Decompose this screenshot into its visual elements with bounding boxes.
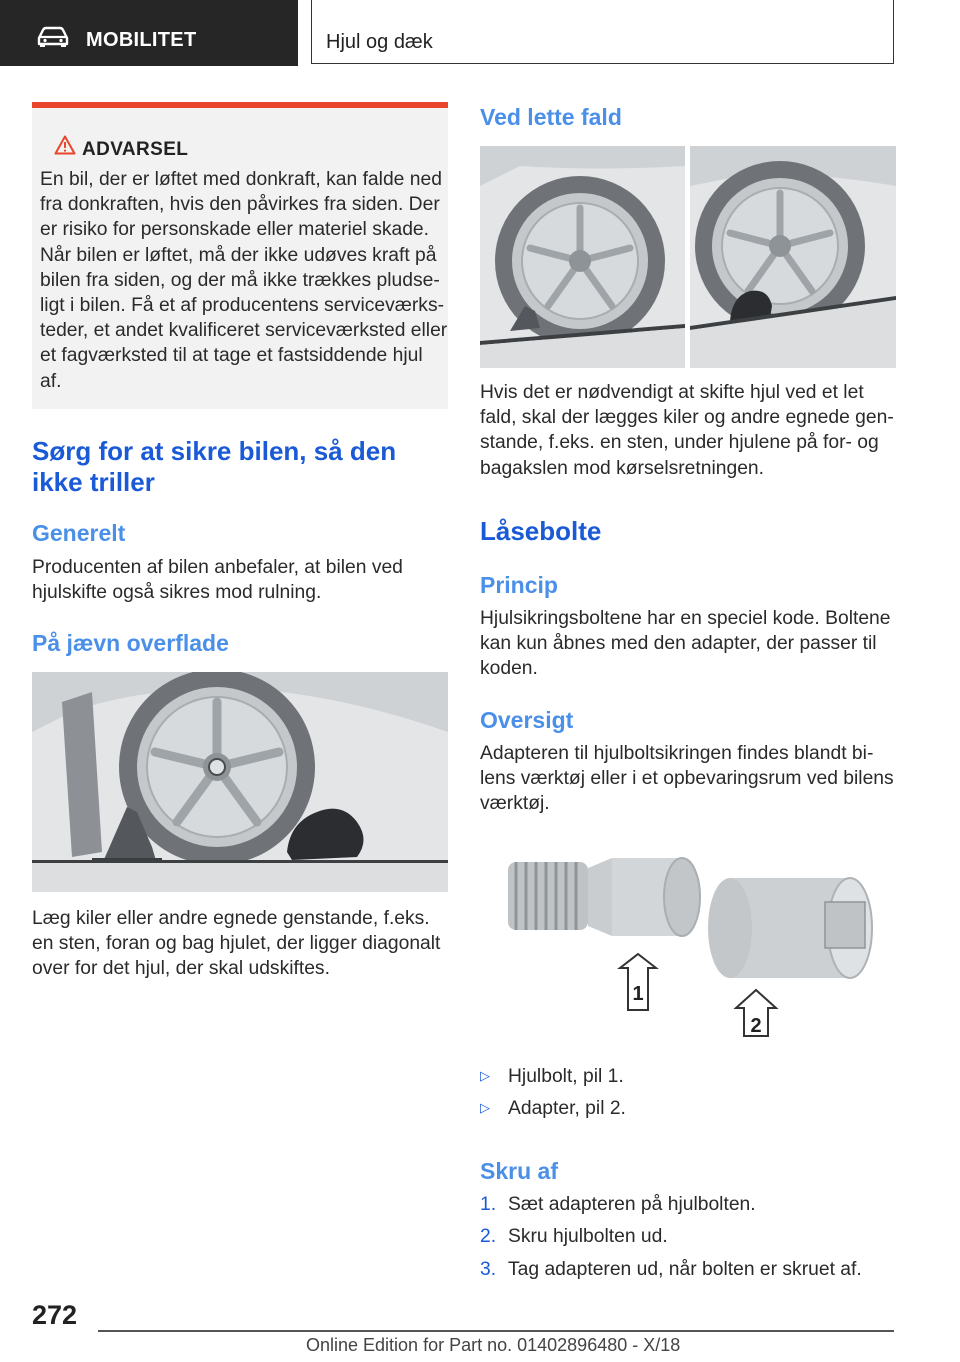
step-item — [480, 1194, 896, 1218]
warning-line: fra donkraften, hvis den påvirkes fra siden. Der — [40, 194, 440, 216]
flat-surface-text — [32, 906, 448, 982]
page-header — [0, 0, 960, 66]
warning-title: ADVARSEL — [82, 139, 189, 160]
list-item-text: Hjulbolt, pil 1. — [508, 1066, 624, 1087]
principle-text — [480, 606, 896, 682]
step-item — [480, 1259, 896, 1283]
warning-line: teder, et andet kvalificeret serviceværksted eller — [40, 320, 448, 342]
text-line: værktøj. — [480, 793, 550, 815]
wheel-chock-slope-image — [480, 146, 896, 368]
slope-text — [480, 380, 896, 481]
warning-line: et fagværksted til at tage et fastsiddende hjul — [40, 345, 423, 367]
section-heading-secure-car — [32, 436, 448, 498]
list-item — [480, 1066, 896, 1090]
subheading-principle: Princip — [480, 572, 558, 598]
text-line: Hvis det er nødvendigt at skifte hjul ved et let — [480, 382, 864, 403]
step-number: 1. — [480, 1194, 497, 1215]
step-text: Sæt adapteren på hjulbolten. — [508, 1194, 756, 1215]
warning-line: ligt i bilen. Få et af producentens serviceværks- — [40, 295, 445, 317]
text-line: kan kun åbnes med den adapter, der passer til — [480, 633, 877, 655]
callout-arrow-1 — [620, 954, 656, 1010]
warning-line: Når bilen er løftet, må der ikke udøves kraft på — [40, 244, 437, 266]
text-line: Adapteren til hjulboltsikringen findes blandt bi- — [480, 743, 874, 764]
subheading-flat-surface: På jævn overflade — [32, 630, 229, 656]
text-line: Læg kiler eller andre egnede genstande, f.eks. — [32, 908, 430, 929]
footer-divider — [98, 1330, 894, 1332]
page-title: Hjul og dæk — [326, 31, 433, 53]
heading-line: ikke triller — [32, 467, 155, 497]
step-text: Tag adapteren ud, når bolten er skruet af. — [508, 1259, 862, 1280]
text-line: hjulskifte også sikres mod rulning. — [32, 582, 322, 604]
text-line: koden. — [480, 658, 538, 680]
subheading-slope: Ved lette fald — [480, 104, 622, 130]
slope-illustration — [480, 146, 896, 368]
bolt-and-adapter-image — [480, 840, 896, 1040]
step-text: Skru hjulbolten ud. — [508, 1226, 668, 1247]
page-title-box — [311, 0, 894, 64]
page-number: 272 — [32, 1300, 78, 1330]
text-line: stande, f.eks. en sten, under hjulene på for- og — [480, 432, 879, 454]
warning-panel — [32, 102, 448, 409]
lock-bolt-illustration — [480, 840, 896, 1040]
subheading-overview: Oversigt — [480, 707, 574, 733]
text-line: en sten, foran og bag hjulet, der ligger diagonalt — [32, 933, 441, 955]
callout-arrow-2 — [736, 990, 776, 1037]
section-heading-lock-bolts: Låsebolte — [480, 516, 602, 546]
subheading-general: Generelt — [32, 520, 126, 546]
overview-text — [480, 741, 896, 817]
footer-edition: Online Edition for Part no. 01402896480 - X/18 — [306, 1335, 681, 1355]
step-number: 2. — [480, 1226, 497, 1247]
list-item-text: Adapter, pil 2. — [508, 1098, 626, 1119]
text-line: lens værktøj eller i et opbevaringsrum ved bilens — [480, 768, 894, 790]
warning-line: er risiko for personskade eller materiel skade. — [40, 219, 430, 241]
callout-label-1: 1 — [632, 983, 644, 1005]
warning-line: bilen fra siden, og der må ikke trækkes pludse- — [40, 269, 440, 291]
step-number: 3. — [480, 1259, 497, 1280]
text-line: fald, skal der lægges kiler og andre egnede gen- — [480, 407, 894, 429]
car-icon — [36, 26, 70, 48]
step-item — [480, 1226, 896, 1250]
warning-triangle-icon — [54, 135, 76, 155]
text-line: bagakslen mod kørselsretningen. — [480, 457, 765, 479]
flat-surface-illustration — [32, 672, 448, 892]
triangle-bullet-icon: ▷ — [480, 1068, 490, 1083]
warning-text — [40, 167, 448, 394]
section-label: MOBILITET — [86, 29, 197, 51]
list-item — [480, 1098, 896, 1122]
text-line: Hjulsikringsboltene har en speciel kode. Boltene — [480, 608, 891, 629]
general-text — [32, 555, 448, 605]
subheading-unscrew: Skru af — [480, 1158, 558, 1184]
text-line: Producenten af bilen anbefaler, at bilen ved — [32, 557, 403, 578]
wheel-chock-flat-image — [32, 672, 448, 892]
text-line: over for det hjul, der skal udskiftes. — [32, 958, 330, 980]
triangle-bullet-icon: ▷ — [480, 1100, 490, 1115]
section-tab — [0, 0, 298, 66]
warning-line: En bil, der er løftet med donkraft, kan falde ned — [40, 169, 442, 190]
warning-line: af. — [40, 370, 62, 392]
heading-line: Sørg for at sikre bilen, så den — [32, 436, 397, 466]
callout-label-2: 2 — [750, 1015, 762, 1037]
